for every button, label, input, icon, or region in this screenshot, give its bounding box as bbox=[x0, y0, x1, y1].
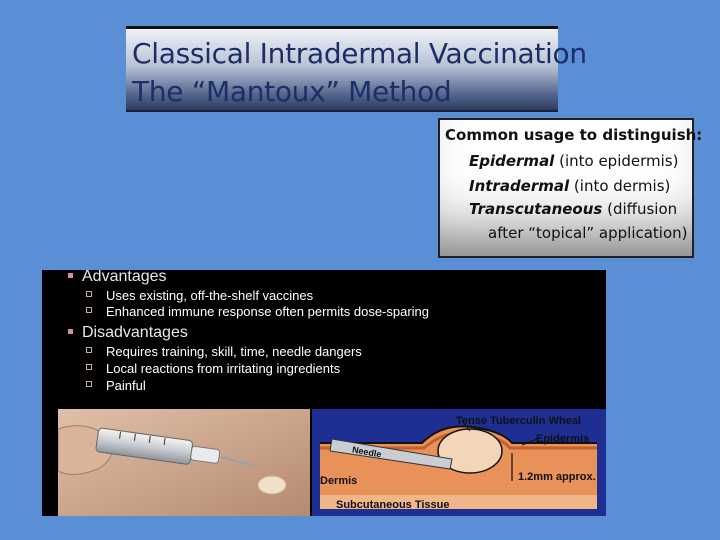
bullet-box-icon bbox=[86, 381, 92, 387]
label-subcutaneous: Subcutaneous Tissue bbox=[336, 499, 450, 511]
usage-desc: (diffusion bbox=[602, 200, 678, 218]
label-needle: Needle bbox=[351, 444, 383, 460]
section-label: Advantages bbox=[82, 270, 167, 285]
label-wheal: Tense Tuberculin Wheal bbox=[456, 415, 581, 427]
bullet-box-icon bbox=[86, 291, 92, 297]
embedded-slide bbox=[42, 270, 606, 516]
disadvantage-text: Local reactions from irritating ingredients bbox=[106, 361, 341, 376]
syringe-illustration bbox=[58, 409, 310, 516]
section-advantages bbox=[82, 270, 167, 286]
title-banner bbox=[126, 26, 587, 112]
usage-item-transcutaneous bbox=[469, 200, 677, 218]
label-epidermis: Epidermis bbox=[536, 433, 590, 445]
disadvantage-item bbox=[106, 378, 146, 393]
usage-continuation: after “topical” application) bbox=[488, 224, 688, 242]
bullet-square-icon bbox=[68, 273, 73, 278]
label-depth: 1.2mm approx. bbox=[518, 471, 596, 483]
advantage-item bbox=[106, 304, 429, 319]
bullet-box-icon bbox=[86, 347, 92, 353]
usage-heading: Common usage to distinguish: bbox=[445, 126, 703, 144]
title-line-2: The “Mantoux” Method bbox=[132, 75, 452, 108]
usage-term: Transcutaneous bbox=[469, 200, 603, 218]
section-label: Disadvantages bbox=[82, 324, 188, 341]
usage-desc: (into dermis) bbox=[569, 177, 671, 195]
disadvantage-item bbox=[106, 361, 340, 376]
injection-photo bbox=[58, 409, 310, 516]
title-line-1: Classical Intradermal Vaccination bbox=[132, 37, 587, 70]
bullet-box-icon bbox=[86, 364, 92, 370]
bullet-box-icon bbox=[86, 307, 92, 313]
bullet-square-icon bbox=[68, 329, 73, 334]
advantage-item bbox=[106, 288, 313, 303]
advantage-text: Enhanced immune response often permits dose-sparing bbox=[106, 304, 430, 319]
section-disadvantages bbox=[82, 324, 188, 342]
usage-term: Epidermal bbox=[469, 152, 555, 170]
usage-item-intradermal bbox=[469, 177, 670, 195]
usage-definitions-box bbox=[438, 118, 703, 258]
skin-layer-diagram bbox=[312, 409, 606, 516]
label-dermis: Dermis bbox=[320, 475, 358, 487]
advantage-text: Uses existing, off-the-shelf vaccines bbox=[106, 288, 314, 303]
usage-item-epidermal bbox=[469, 152, 678, 170]
disadvantage-text: Requires training, skill, time, needle dangers bbox=[106, 344, 362, 359]
disadvantage-text: Painful bbox=[106, 378, 146, 393]
usage-desc: (into epidermis) bbox=[554, 152, 679, 170]
disadvantage-item bbox=[106, 344, 362, 359]
usage-term: Intradermal bbox=[469, 177, 570, 195]
